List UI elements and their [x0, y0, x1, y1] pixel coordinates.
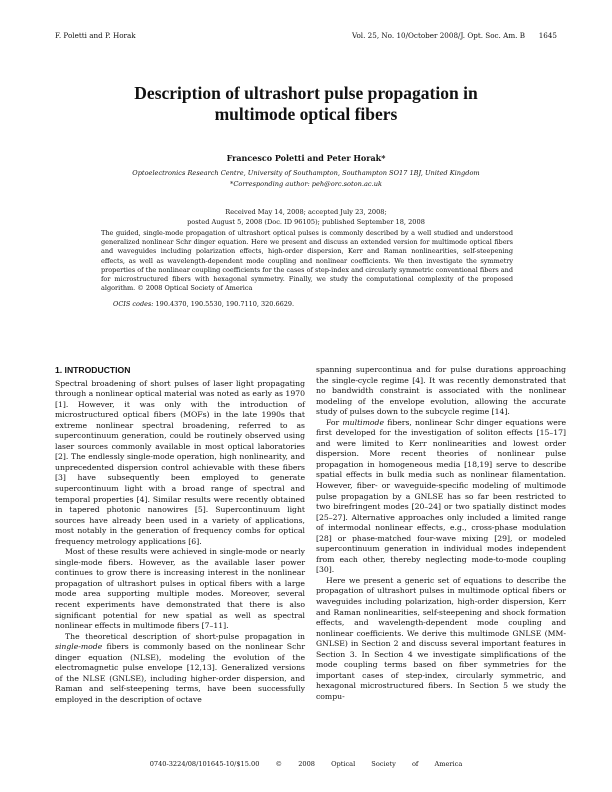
paragraph-text: The theoretical description of short-pulse propagation in: [65, 631, 305, 641]
running-header-authors: F. Poletti and P. Horak: [55, 31, 136, 40]
abstract: [101, 229, 513, 293]
page-footer: 0740-3224/08/101645-10/$15.00 © 2008 Optical Society of America: [149, 760, 463, 768]
emphasis: single-mode: [55, 642, 103, 652]
emphasis: multimode: [342, 417, 385, 427]
abstract-text: The guided, single-mode propagation of ultrashort optical pulses is commonly described by a well studied and understood generalized nonlinear Schr dinger equation. Here we present and discuss an extended version for multimode optical fibers and waveguides including polarization effects, high-order dispersion, Kerr and Raman nonlinearities, self-steepening effects, as well as wavelength-dependent mode coupling and nonlinear coefficients. We then investigate the symmetry properties of the nonlinear coupling coefficients for the cases of step-index and circularly symmetric conventional fibers and for microstructured fibers with hexagonal symmetry. Finally, we study the computational complexity of the proposed algorithm. © 2008 Optical Society of America: [101, 229, 513, 293]
title-line-2: multimode optical fibers: [214, 104, 398, 124]
section-heading: 1. INTRODUCTION: [55, 365, 131, 375]
paragraph: [55, 632, 305, 706]
affiliation-block: [0, 168, 612, 190]
affiliation: Optoelectronics Research Centre, University of Southampton, Southampton SO17 1BJ, United Kingdom: [132, 169, 480, 177]
left-column: [55, 365, 305, 706]
author-list: Francesco Poletti and Peter Horak*: [226, 153, 386, 163]
paragraph: Here we present a generic set of equations to describe the propagation of ultrashort pulses in multimode optical fibers or waveguides including polarization, high-order dispersion, Kerr and Raman nonlinearities, self-steepening and shock formation effects, and wavelength-dependent mode coupling and nonlinear coefficients. We derive this multimode GNLSE (MM-GNLSE) in Section 2 and discuss several important features in Section 3. In Section 4 we investigate simplifications of the mode coupling terms based on fiber symmetries for the important cases of step-index, circularly symmetric, and hexagonal microstructured fibers. In Section 5 we study the compu-: [316, 575, 566, 701]
running-header-journal: Vol. 25, No. 10/October 2008/J. Opt. Soc. Am. B 1645: [351, 31, 557, 40]
paper-title: [0, 83, 612, 125]
ocis-label: OCIS codes:: [113, 300, 154, 308]
received-line-1: Received May 14, 2008; accepted July 23, 2008;: [225, 208, 387, 216]
paragraph: spanning supercontinua and for pulse durations approaching the single-cycle regime [4]. It was recently demonstrated that no bandwidth constraint is associated with the nonlinear modeling of the envelope evolution, allowing the accurate study of pulses down to the subcycle regime [14].: [316, 365, 566, 417]
received-line-2: posted August 5, 2008 (Doc. ID 96105); published September 18, 2008: [187, 218, 425, 226]
paragraph: Spectral broadening of short pulses of laser light propagating through a nonlinear optical material was noted as early as 1970 [1]. However, it was only with the introduction of microstructured optical fibers (MOFs) in the late 1990s that extreme nonlinear spectral broadening, referred to as supercontinuum generation, could be routinely observed using laser sources commonly available in most optical laboratories [2]. The endlessly single-mode operation, high nonlinearity, and unprecedented dispersion control achievable with these fibers [3] have subsequently been employed to generate supercontinuum light with a broad range of spectral and temporal properties [4]. Similar results were recently obtained in tapered photonic nanowires [5]. Supercontinuum light sources have already been used in a variety of applications, most notably in the generation of frequency combs for optical frequency metrology applications [6].: [55, 378, 306, 546]
paragraph-text: fibers, nonlinear Schr dinger equations were first developed for the investigation of soliton effects [15–17] and were limited to Kerr nonlinearities and lowest order dispersion. More recent theories of nonlinear pulse propagation in homogeneous media [18,19] serve to describe spatial effects in bulk media such as nonlinear filamentation. However, fiber- or waveguide-specific modeling of multimode pulse propagation by a GNLSE has so far been restricted to two birefringent modes [20–24] or two spatially distinct modes [25–27]. Alternative approaches only included a limited range of intermodal nonlinear effects, e.g., cross-phase modulation [28] or phase-matched four-wave mixing [29], or modeled supercontinuum generation in individual modes independent from each other, thereby neglecting mode-to-mode coupling [30].: [316, 417, 566, 575]
title-line-1: Description of ultrashort pulse propagation in: [134, 83, 478, 103]
paragraph-text: For: [326, 417, 343, 427]
ocis-codes: [113, 300, 294, 308]
paragraph: Most of these results were achieved in single-mode or nearly single-mode fibers. However, as the available laser power continues to grow there is increasing interest in the nonlinear propagation of ultrashort pulses in optical fibers with a large mode area supporting multiple modes. Moreover, several recent experiments have demonstrated that there is also significant potential for new spatial as well as spectral nonlinear effects in multimode fibers [7–11].: [55, 547, 305, 631]
paragraph-text: fibers is commonly based on the nonlinear Schr dinger equation (NLSE), modeling the evolution of the electromagnetic pulse envelope [12,13]. Generalized versions of the NLSE (GNLSE), including higher-order dispersion, and Raman and self-steepening terms, have been successfully employed in the description of octave: [55, 642, 305, 704]
paragraph: [316, 418, 566, 576]
right-column: [316, 365, 566, 703]
ocis-code-list: 190.4370, 190.5530, 190.7110, 320.6629.: [153, 300, 295, 308]
corresponding-author: *Corresponding author: peh@orc.soton.ac.uk: [230, 180, 382, 188]
publication-history: [0, 207, 612, 227]
